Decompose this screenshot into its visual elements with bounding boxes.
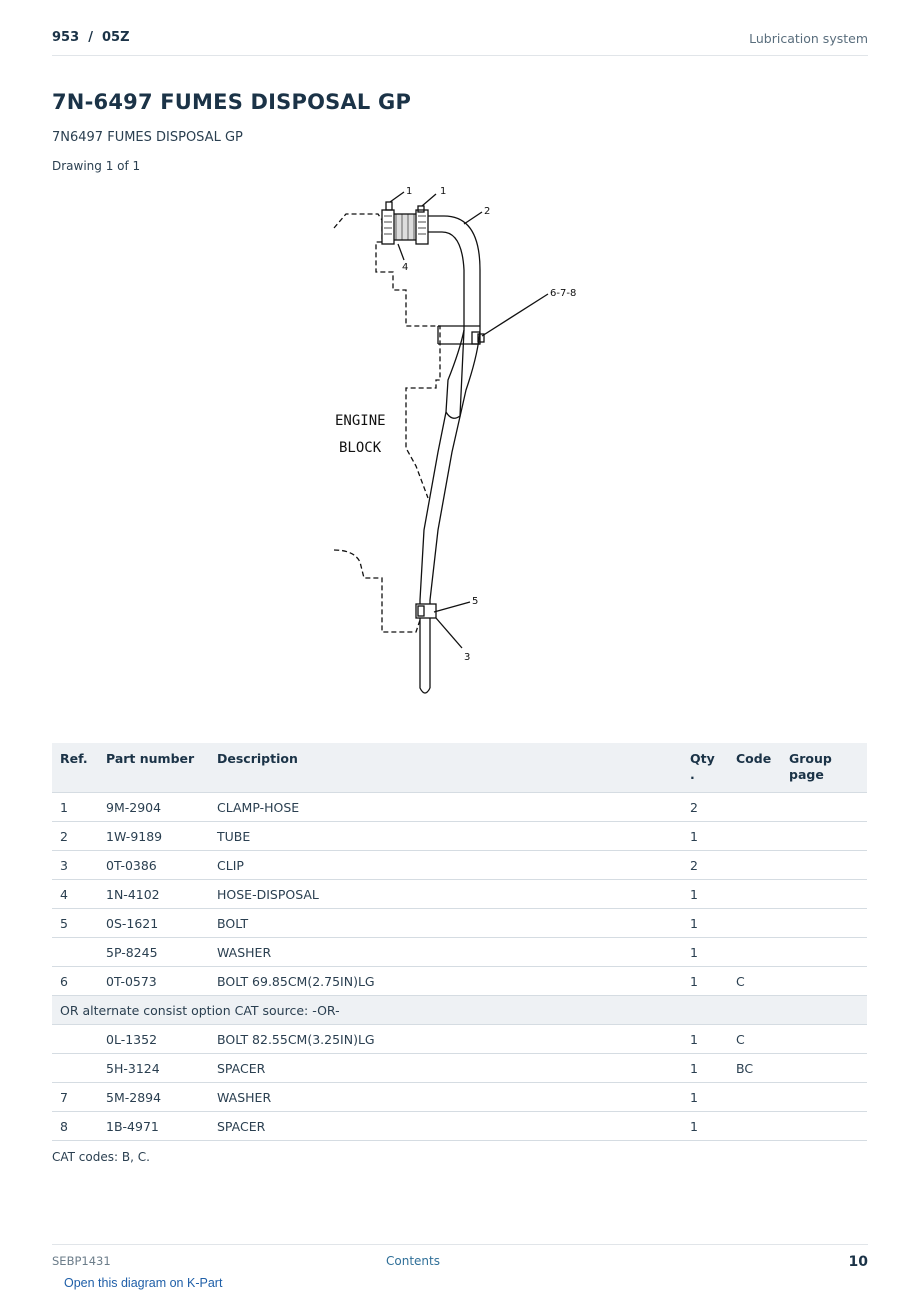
- cell-description: CLIP: [209, 851, 682, 880]
- cell-part-number: 1B-4971: [98, 1112, 209, 1141]
- cell-group-page: [781, 967, 867, 996]
- cell-part-number: 5M-2894: [98, 1083, 209, 1112]
- callout-3: 3: [464, 652, 471, 663]
- table-row: [52, 793, 867, 822]
- cell-group-page: [781, 909, 867, 938]
- cell-description: CLAMP-HOSE: [209, 793, 682, 822]
- cell-description: SPACER: [209, 1054, 682, 1083]
- table-row: [52, 1054, 867, 1083]
- table-row: [52, 880, 867, 909]
- cell-ref: [52, 938, 98, 967]
- cell-ref: 1: [52, 793, 98, 822]
- callout-4: 4: [402, 262, 409, 273]
- cell-code: BC: [728, 1054, 781, 1083]
- table-header-row: [52, 743, 867, 793]
- cell-code: [728, 1083, 781, 1112]
- table-row: [52, 967, 867, 996]
- table-row: [52, 1025, 867, 1054]
- cell-group-page: [781, 822, 867, 851]
- cell-group-page: [781, 793, 867, 822]
- cell-ref: 6: [52, 967, 98, 996]
- section-name: Lubrication system: [749, 31, 868, 46]
- page-number: 10: [848, 1254, 868, 1270]
- table-row: [52, 1112, 867, 1141]
- page-header: [52, 29, 868, 56]
- cell-group-page: [781, 1025, 867, 1054]
- page-footer: [52, 1244, 868, 1275]
- cell-qty: 1: [682, 822, 728, 851]
- callout-5: 5: [472, 596, 479, 607]
- cell-description: WASHER: [209, 938, 682, 967]
- page-subtitle: 7N6497 FUMES DISPOSAL GP: [52, 130, 243, 145]
- group-header-line2: page: [789, 767, 824, 782]
- cell-code: [728, 880, 781, 909]
- alternate-option-note: OR alternate consist option CAT source: -OR-: [52, 996, 867, 1025]
- cell-code: [728, 851, 781, 880]
- cell-group-page: [781, 1112, 867, 1141]
- cell-ref: 3: [52, 851, 98, 880]
- cell-qty: 1: [682, 967, 728, 996]
- cell-ref: [52, 1025, 98, 1054]
- cell-code: [728, 822, 781, 851]
- table-note-row: [52, 996, 867, 1025]
- cell-part-number: 9M-2904: [98, 793, 209, 822]
- block-label: BLOCK: [339, 440, 382, 456]
- callout-1a: 1: [406, 186, 413, 197]
- cell-description: SPACER: [209, 1112, 682, 1141]
- callout-1b: 1: [440, 186, 447, 197]
- cell-group-page: [781, 851, 867, 880]
- cell-qty: 1: [682, 938, 728, 967]
- cell-description: BOLT 69.85CM(2.75IN)LG: [209, 967, 682, 996]
- cell-code: [728, 938, 781, 967]
- drawing-count: Drawing 1 of 1: [52, 159, 141, 173]
- cell-description: HOSE-DISPOSAL: [209, 880, 682, 909]
- cell-code: [728, 909, 781, 938]
- cell-group-page: [781, 1083, 867, 1112]
- cell-part-number: 0L-1352: [98, 1025, 209, 1054]
- cell-ref: 2: [52, 822, 98, 851]
- cell-qty: 2: [682, 851, 728, 880]
- cell-group-page: [781, 880, 867, 909]
- col-header-description: Description: [209, 743, 682, 793]
- cell-ref: 4: [52, 880, 98, 909]
- cell-ref: 5: [52, 909, 98, 938]
- cell-code: C: [728, 967, 781, 996]
- cell-qty: 2: [682, 793, 728, 822]
- cell-description: BOLT 82.55CM(3.25IN)LG: [209, 1025, 682, 1054]
- col-header-ref: Ref.: [52, 743, 98, 793]
- table-row: [52, 909, 867, 938]
- parts-diagram: [320, 180, 610, 700]
- open-in-kpart-link[interactable]: Open this diagram on K-Part: [64, 1276, 223, 1290]
- cell-part-number: 0S-1621: [98, 909, 209, 938]
- cat-codes-note: CAT codes: B, C.: [52, 1150, 150, 1164]
- cell-description: BOLT: [209, 909, 682, 938]
- cell-qty: 1: [682, 1083, 728, 1112]
- table-row: [52, 822, 867, 851]
- table-row: [52, 851, 867, 880]
- cell-group-page: [781, 938, 867, 967]
- cell-ref: [52, 1054, 98, 1083]
- col-header-part-number: Part number: [98, 743, 209, 793]
- parts-table: [52, 743, 867, 1141]
- cell-part-number: 5H-3124: [98, 1054, 209, 1083]
- cell-code: [728, 1112, 781, 1141]
- cell-qty: 1: [682, 909, 728, 938]
- cell-part-number: 0T-0573: [98, 967, 209, 996]
- cell-part-number: 1W-9189: [98, 822, 209, 851]
- cell-qty: 1: [682, 1025, 728, 1054]
- qty-header-line1: Qty: [690, 751, 715, 766]
- col-header-qty: [682, 743, 728, 793]
- table-row: [52, 1083, 867, 1112]
- cell-part-number: 5P-8245: [98, 938, 209, 967]
- cell-part-number: 1N-4102: [98, 880, 209, 909]
- breadcrumb: 953 / 05Z: [52, 30, 130, 45]
- cell-qty: 1: [682, 1054, 728, 1083]
- contents-link[interactable]: Contents: [386, 1254, 440, 1268]
- col-header-group-page: [781, 743, 867, 793]
- cell-qty: 1: [682, 1112, 728, 1141]
- cell-qty: 1: [682, 880, 728, 909]
- engine-label: ENGINE: [335, 413, 386, 429]
- cell-code: [728, 793, 781, 822]
- cell-part-number: 0T-0386: [98, 851, 209, 880]
- cell-code: C: [728, 1025, 781, 1054]
- cell-description: WASHER: [209, 1083, 682, 1112]
- qty-header-line2: .: [690, 767, 695, 782]
- col-header-code: Code: [728, 743, 781, 793]
- cell-ref: 8: [52, 1112, 98, 1141]
- document-id: SEBP1431: [52, 1254, 111, 1268]
- callout-6-7-8: 6-7-8: [550, 288, 577, 299]
- group-header-line1: Group: [789, 751, 832, 766]
- page-title: 7N-6497 FUMES DISPOSAL GP: [52, 90, 412, 114]
- cell-ref: 7: [52, 1083, 98, 1112]
- callout-2: 2: [484, 206, 491, 217]
- table-row: [52, 938, 867, 967]
- cell-description: TUBE: [209, 822, 682, 851]
- cell-group-page: [781, 1054, 867, 1083]
